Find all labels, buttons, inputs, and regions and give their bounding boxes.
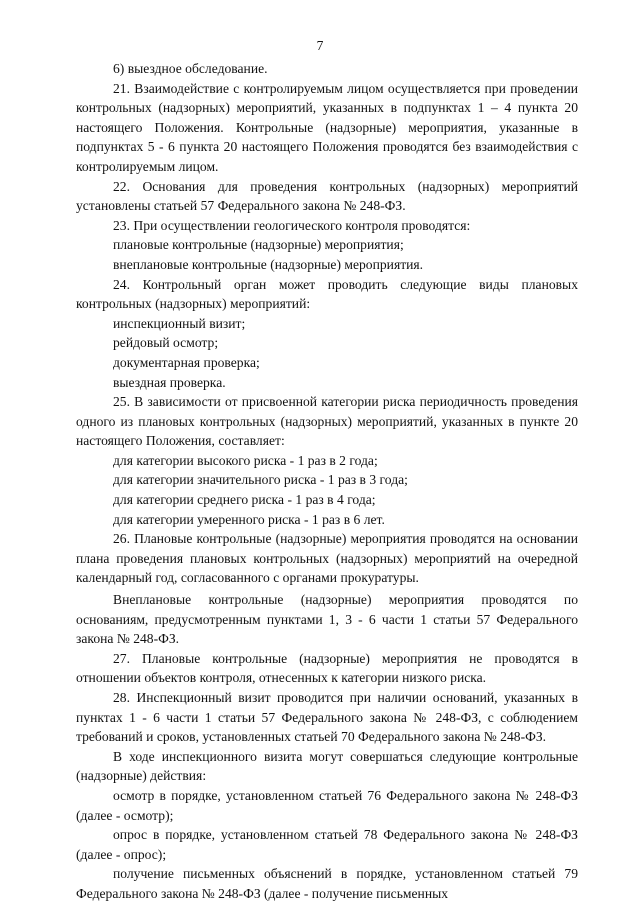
paragraph-17: 26. Плановые контрольные (надзорные) мероприятия проводятся на основании плана проведения плановых контрольных (надзорных) мероприятий на очередной календарный год, согласованного с органами прокуратуры. xyxy=(76,531,578,586)
paragraph-14: для категории значительного риска - 1 раз в 3 года; xyxy=(113,472,408,488)
paragraph-13: для категории высокого риска - 1 раз в 2 года; xyxy=(113,452,378,468)
paragraph-2: 21. Взаимодействие с контролируемым лицом осуществляется при проведении контрольных (надзорных) мероприятий, указанных в подпунктах 1 – 4 пункта 20 настоящего Положения. Контрольные (надзорные) мероприятия, указанные в подпунктах 5 - 6 пункта 20 настоящего Положения проводятся без взаимодействия с контролируемым лицом. xyxy=(76,80,578,174)
paragraph-4: 23. При осуществлении геологического контроля проводятся: xyxy=(113,217,471,233)
document-body xyxy=(76,59,578,904)
paragraph-8: инспекционный визит; xyxy=(113,315,246,331)
paragraph-12: 25. В зависимости от присвоенной категории риска периодичность проведения одного из плановых контрольных (надзорных) мероприятий, указанных в пункте 20 настоящего Положения, составляет: xyxy=(76,394,578,449)
paragraph-22: осмотр в порядке, установленном статьей 76 Федерального закона № 248-ФЗ (далее - осмотр); xyxy=(76,787,578,823)
paragraph-15: для категории среднего риска - 1 раз в 4 года; xyxy=(113,492,376,508)
paragraph-20: 28. Инспекционный визит проводится при наличии оснований, указанных в пунктах 1 - 6 части 1 статьи 57 Федерального закона № 248-ФЗ, с соблюдением требований и сроков, установленных статьей 70 Федерального закона № 248-ФЗ. xyxy=(76,690,578,745)
paragraph-6: внеплановые контрольные (надзорные) мероприятия. xyxy=(113,256,424,272)
paragraph-11: выездная проверка. xyxy=(113,374,226,390)
paragraph-16: для категории умеренного риска - 1 раз в 6 лет. xyxy=(113,511,385,527)
paragraph-1: 6) выездное обследование. xyxy=(113,61,268,76)
paragraph-18: Внеплановые контрольные (надзорные) мероприятия проводятся по основаниям, предусмотренным пунктами 1, 3 - 6 части 1 статьи 57 Федерального закона № 248-ФЗ. xyxy=(76,592,578,647)
paragraph-3: 22. Основания для проведения контрольных (надзорных) мероприятий установлены статьей 57 Федерального закона № 248-ФЗ. xyxy=(76,178,578,214)
paragraph-10: документарная проверка; xyxy=(113,354,260,370)
paragraph-24: получение письменных объяснений в порядке, установленном статьей 79 Федерального закона № 248-ФЗ (далее - получение письменных xyxy=(76,866,578,901)
page-number: 7 xyxy=(316,38,324,53)
paragraph-7: 24. Контрольный орган может проводить следующие виды плановых контрольных (надзорных) мероприятий: xyxy=(76,276,578,312)
paragraph-21: В ходе инспекционного визита могут совершаться следующие контрольные (надзорные) действия: xyxy=(76,748,578,784)
paragraph-19: 27. Плановые контрольные (надзорные) мероприятия не проводятся в отношении объектов контроля, отнесенных к категории низкого риска. xyxy=(76,650,578,686)
paragraph-5: плановые контрольные (надзорные) мероприятия; xyxy=(113,237,404,253)
paragraph-9: рейдовый осмотр; xyxy=(113,335,219,351)
paragraph-23: опрос в порядке, установленном статьей 78 Федерального закона № 248-ФЗ (далее - опрос); xyxy=(76,827,578,862)
